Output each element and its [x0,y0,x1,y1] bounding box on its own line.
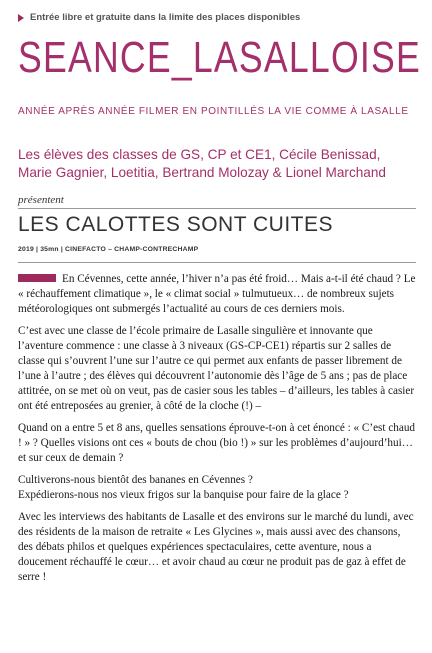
article-paragraph-4 [18,473,416,503]
accent-bar [18,274,56,282]
divider-bottom [18,262,416,263]
article-paragraph-1-text: En Cévennes, cette année, l’hiver n’a pas été froid… Mais a-t-il été chaud ? Le « réchauffement climatique », le « climat social » tulmutueux… de nombreux sujets météorologiques ont submergés l’actualité au cours de ces derniers mois. [18,273,416,315]
presents-label: présentent [18,194,64,206]
series-logo: SEANCE_LASALLOISE [18,33,421,82]
article-paragraph-3: Quand on a entre 5 et 8 ans, quelles sensations éprouve-t-on à cet énoncé : « C’est chaud ! » ? Quelles visions ont ces « bouts de chou (bio !) » sur les problèmes d’aujourd’hui… et sur ceux de demain ? [18,422,416,464]
article-question-2: Expédierons-nous nos vieux frigos sur la banquise pour faire de la glace ? [18,489,349,501]
film-meta: 2019 | 35mn | CINEFACTO – CHAMP-CONTRECHAMP [18,246,199,253]
divider-top [18,208,416,209]
article-question-1: Cultiverons-nous bientôt des bananes en Cévennes ? [18,474,253,486]
authors-credit: Les élèves des classes de GS, CP et CE1, Cécile Benissad, Marie Gagnier, Loetitia, Bertrand Molozay & Lionel Marchand [18,147,386,181]
series-tagline: ANNÉE APRÈS ANNÉE FILMER EN POINTILLÉS LA VIE COMME À LASALLE [18,106,409,117]
triangle-bullet-icon [18,14,24,22]
article-paragraph-5: Avec les interviews des habitants de Lasalle et des environs sur le marché du lundi, avec des résidents de la maison de retraite « Les Glycines », mais aussi avec des chansons, des débats philos et quelques expériences spectaculaires, cette aventure, nous a doucement réchauffé le cœur… et avoir chaud au cœur ne produit pas de gaz à effet de serre ! [18,511,414,583]
entry-banner-text: Entrée libre et gratuite dans la limite des places disponibles [30,12,301,23]
film-title: LES CALOTTES SONT CUITES [18,213,334,236]
entry-banner [18,12,300,23]
article-paragraph-2: C’est avec une classe de l’école primaire de Lasalle singulière et innovante que l’aventure commence : une classe à 3 niveaux (GS-CP-CE1) répartis sur 2 salles de classe qui s’ouvrent l’une sur l’autre ce qui permet aux enfants de passer librement de l’une à l’autre ; des élèves qui découvrent l’autonomie dès l’âge de 5 ans ; pas de place attitrée, on se met où on veut, pas de casier sous les tables – d’ailleurs, les tables à casier ont été entreposées au grenier, à côté de la cloche (!) – [18,325,415,412]
article-paragraph-1 [18,272,416,317]
article-body [18,272,416,592]
